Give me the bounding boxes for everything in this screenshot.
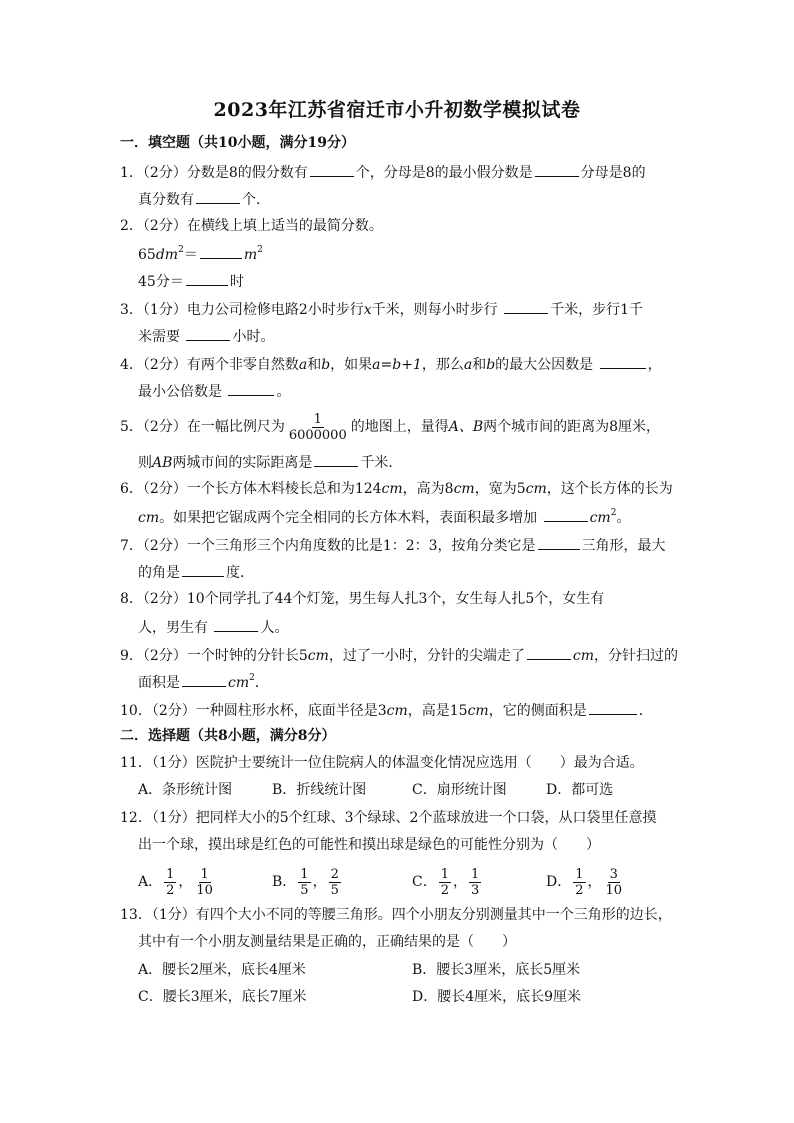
answer-blank[interactable] [544, 507, 588, 522]
fraction: $\frac{2}{5}$ [330, 866, 339, 898]
fraction: $\frac{1}{10}$ [196, 866, 213, 898]
question-9-line-1: 9．（2分）一个时钟的分针长5cm，过了一小时，分针的尖端走了 cm，分针扫过的 [120, 645, 678, 665]
q11-option-a[interactable]: A．条形统计图 [138, 782, 233, 798]
question-9-line-2: 面积是 $cm^2$． [138, 673, 269, 691]
question-1-line-1: 1．（2分）分数是8的假分数有 个，分母是8的最小假分数是 分母是8的 [120, 162, 646, 182]
q13-option-a[interactable]: A．腰长2厘米，底长4厘米 [138, 962, 306, 978]
question-12-line-1: 12．（1分）把同样大小的5个红球、3个绿球、2个蓝球放进一个口袋，从口袋里任意摸 [120, 810, 657, 826]
q11-option-c[interactable]: C．扇形统计图 [412, 782, 507, 798]
answer-blank[interactable] [182, 672, 226, 687]
q12-option-b[interactable]: B． $\frac{1}{5}$ ， $\frac{2}{5}$ [272, 866, 339, 898]
answer-blank[interactable] [600, 354, 646, 369]
fraction: $\frac{1}{2}$ [575, 866, 584, 898]
answer-blank[interactable] [186, 326, 230, 341]
question-8-line-1: 8．（2分）10个同学扎了44个灯笼，男生每人扎3个，女生每人扎5个，女生有 [120, 591, 605, 607]
answer-blank[interactable] [200, 244, 242, 259]
question-10-line-1: 10．（2分）一种圆柱形水杯，底面半径是3cm，高是15cm，它的侧面积是 ． [120, 700, 653, 720]
answer-blank[interactable] [228, 381, 274, 396]
question-12-line-2: 出一个球，摸出球是红色的可能性和摸出球是绿色的可能性分别为（ ） [138, 837, 600, 853]
answer-blank[interactable] [589, 700, 637, 715]
question-2-line-1: 2．（2分）在横线上填上适当的最简分数。 [120, 218, 383, 234]
question-13-line-2: 其中有一个小朋友测量结果是正确的，正确结果的是（ ） [138, 934, 516, 950]
question-2-line-3: 45分＝ 时 [138, 271, 244, 291]
question-8-line-2: 人，男生有 人。 [138, 617, 288, 637]
answer-blank[interactable] [535, 162, 579, 177]
scale-fraction: $\frac{1}{6000000}$ [288, 411, 347, 443]
question-11-stem: 11．（1分）医院护士要统计一位住院病人的体温变化情况应选用（ ）最为合适。 [120, 755, 644, 771]
fraction: $\frac{1}{5}$ [300, 866, 309, 898]
q13-option-d[interactable]: D．腰长4厘米，底长9厘米 [412, 989, 582, 1005]
question-4-line-1: 4．（2分）有两个非零自然数a和b，如果a=b+1，那么a和b的最大公因数是 ， [120, 354, 662, 374]
q11-option-b[interactable]: B．折线统计图 [272, 782, 367, 798]
question-4-line-2: 最小公倍数是 。 [138, 381, 290, 401]
question-7-line-1: 7．（2分）一个三角形三个内角度数的比是1：2：3，按角分类它是 三角形，最大 [120, 535, 666, 555]
question-3-line-2: 米需要 小时。 [138, 326, 274, 346]
section-heading-fill-blank: 一．填空题（共10小题，满分19分） [120, 135, 355, 151]
q13-option-b[interactable]: B．腰长3厘米，底长5厘米 [412, 962, 581, 978]
q12-option-a[interactable]: A． $\frac{1}{2}$ ， $\frac{1}{10}$ [138, 866, 213, 898]
answer-blank[interactable] [504, 299, 548, 314]
answer-blank[interactable] [214, 617, 258, 632]
answer-blank[interactable] [314, 452, 358, 467]
answer-blank[interactable] [186, 271, 228, 286]
question-1-line-2: 真分数有 个． [138, 189, 270, 209]
answer-blank[interactable] [196, 189, 240, 204]
answer-blank[interactable] [182, 562, 224, 577]
question-2-line-2: $65dm^2= m^2$ [138, 245, 263, 263]
fraction: $\frac{1}{3}$ [471, 866, 480, 898]
fraction: $\frac{1}{2}$ [440, 866, 449, 898]
question-13-line-1: 13．（1分）有四个大小不同的等腰三角形。四个小朋友分别测量其中一个三角形的边长， [120, 907, 672, 923]
question-6-line-2: cm。如果把它锯成两个完全相同的长方体木料，表面积最多增加 $cm^2$。 [138, 508, 631, 526]
q12-option-c[interactable]: C． $\frac{1}{2}$ ， $\frac{1}{3}$ [412, 866, 480, 898]
question-6-line-1: 6．（2分）一个长方体木料棱长总和为124cm，高为8cm，宽为5cm，这个长方体的长为 [120, 481, 673, 497]
page-title: 2023年江苏省宿迁市小升初数学模拟试卷 [213, 99, 581, 121]
answer-blank[interactable] [538, 535, 580, 550]
q11-option-d[interactable]: D．都可选 [546, 782, 614, 798]
section-heading-choice: 二．选择题（共8小题，满分8分） [120, 728, 336, 744]
answer-blank[interactable] [527, 645, 571, 660]
question-7-line-2: 的角是 度． [138, 562, 254, 582]
answer-blank[interactable] [310, 162, 354, 177]
question-5-line-1: 5．（2分）在一幅比例尺为 $\frac{1}{6000000}$ 的地图上，量得A、B两个城市间的距离为8厘米， [120, 411, 661, 443]
fraction: $\frac{3}{10}$ [605, 866, 623, 898]
question-3-line-1: 3．（1分）电力公司检修电路2小时步行x千米，则每小时步行 千米，步行1千 [120, 299, 643, 319]
q12-option-d[interactable]: D． $\frac{1}{2}$ ， $\frac{3}{10}$ [546, 866, 623, 898]
question-5-line-2: 则AB两城市间的实际距离是 千米． [138, 452, 402, 472]
q13-option-c[interactable]: C．腰长3厘米，底长7厘米 [138, 989, 307, 1005]
fraction: $\frac{1}{2}$ [166, 866, 175, 898]
